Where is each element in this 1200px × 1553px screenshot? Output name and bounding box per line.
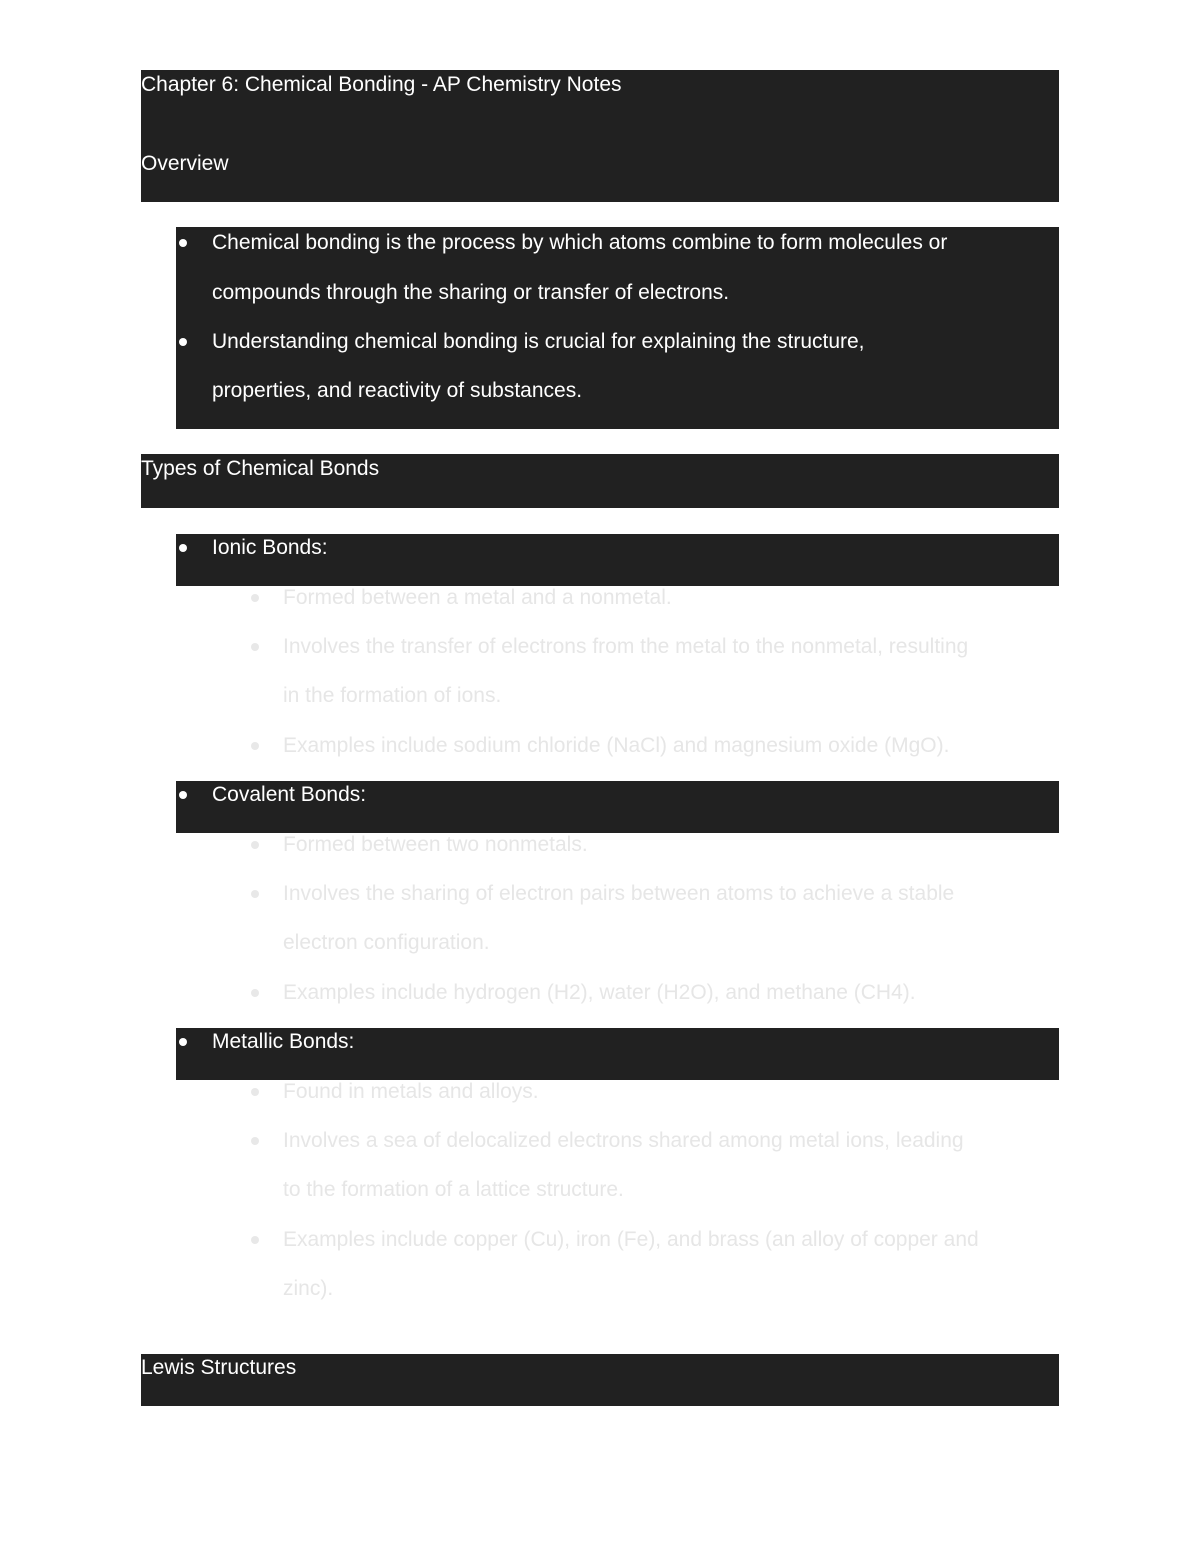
metallic-label: Metallic Bonds: [212, 1030, 355, 1053]
overview-heading: Overview [141, 152, 229, 175]
covalent-label: Covalent Bonds: [212, 783, 367, 806]
covalent-item-2-line-2: electron configuration. [283, 931, 490, 954]
sub-bullet-icon [251, 594, 259, 602]
covalent-item-2-line-1: Involves the sharing of electron pairs between atoms to achieve a stable [283, 882, 955, 905]
metallic-item-3-line-1: Examples include copper (Cu), iron (Fe), and brass (an alloy of copper and [283, 1228, 979, 1251]
sub-bullet-icon [251, 989, 259, 997]
sub-bullet-icon [251, 890, 259, 898]
bullet-icon [179, 791, 187, 799]
covalent-item-3: Examples include hydrogen (H2), water (H2O), and methane (CH4). [283, 981, 916, 1004]
bullet-icon [179, 239, 187, 247]
overview-bullet-2-line-2: properties, and reactivity of substances. [212, 379, 583, 402]
ionic-item-2-line-2: in the formation of ions. [283, 684, 502, 707]
bullet-icon [179, 544, 187, 552]
overview-bullet-2-line-1: Understanding chemical bonding is crucial for explaining the structure, [212, 330, 865, 353]
ionic-item-1: Formed between a metal and a nonmetal. [283, 586, 672, 609]
ionic-label: Ionic Bonds: [212, 536, 328, 559]
metallic-item-1: Found in metals and alloys. [283, 1080, 539, 1103]
metallic-item-2-line-1: Involves a sea of delocalized electrons shared among metal ions, leading [283, 1129, 964, 1152]
overview-bullet-1-line-1: Chemical bonding is the process by which atoms combine to form molecules or [212, 231, 948, 254]
sub-bullet-icon [251, 742, 259, 750]
ionic-item-2-line-1: Involves the transfer of electrons from the metal to the nonmetal, resulting [283, 635, 969, 658]
page-title: Chapter 6: Chemical Bonding - AP Chemistry Notes [141, 73, 622, 96]
sub-bullet-icon [251, 1137, 259, 1145]
types-heading: Types of Chemical Bonds [141, 457, 380, 480]
ionic-item-3: Examples include sodium chloride (NaCl) and magnesium oxide (MgO). [283, 734, 950, 757]
metallic-item-3-line-2: zinc). [283, 1277, 334, 1300]
sub-bullet-icon [251, 643, 259, 651]
lewis-heading: Lewis Structures [141, 1356, 297, 1379]
metallic-item-2-line-2: to the formation of a lattice structure. [283, 1178, 624, 1201]
overview-bullet-1-line-2: compounds through the sharing or transfer of electrons. [212, 281, 730, 304]
sub-bullet-icon [251, 1088, 259, 1096]
covalent-item-1: Formed between two nonmetals. [283, 833, 588, 856]
bullet-icon [179, 1038, 187, 1046]
sub-bullet-icon [251, 841, 259, 849]
sub-bullet-icon [251, 1236, 259, 1244]
bullet-icon [179, 338, 187, 346]
